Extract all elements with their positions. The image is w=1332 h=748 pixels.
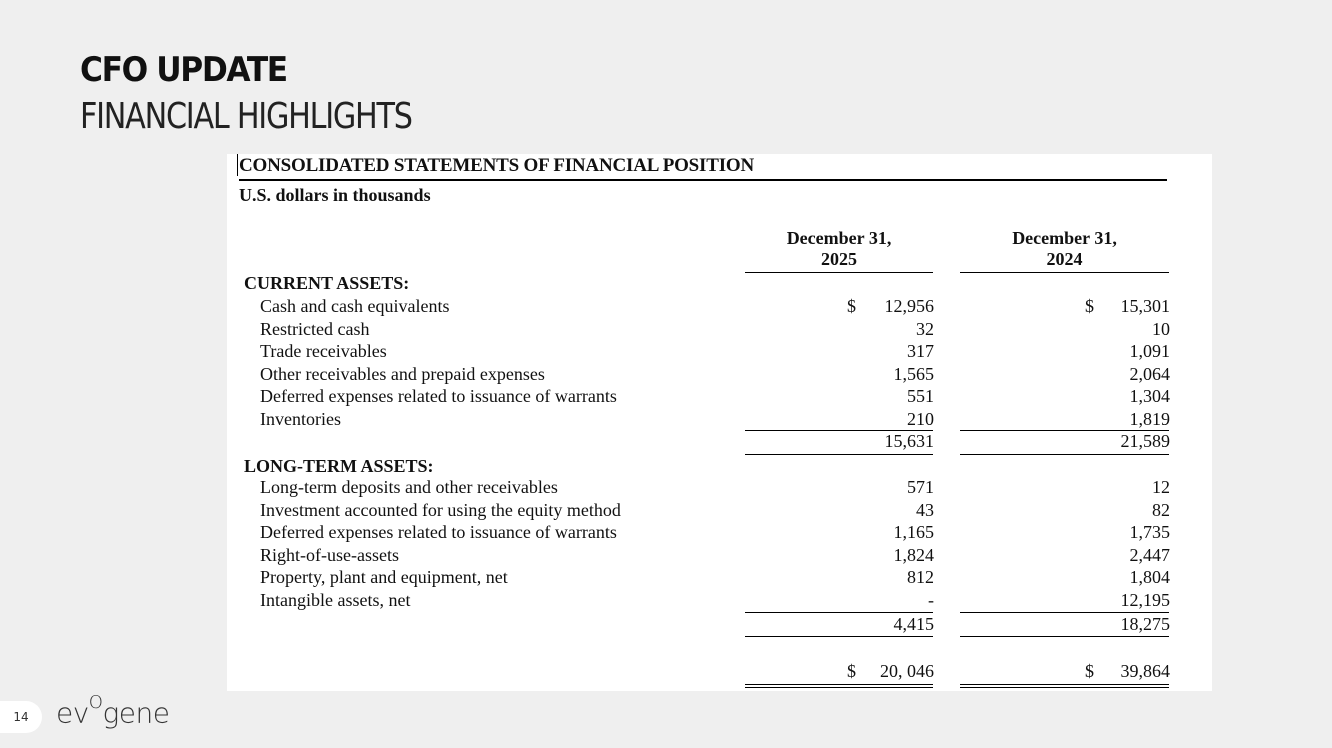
grand-total-double-rule-2025-b [745,687,933,688]
longterm-total-2025: 4,415 [893,614,934,634]
row-value-2025: 317 [907,341,934,361]
grand-total-double-rule-2025-a [745,684,933,685]
row-value-2024: 1,091 [1129,341,1170,361]
current-asset-row [227,364,1212,386]
row-label: Deferred expenses related to issuance of warrants [260,522,617,543]
row-value-2025: 43 [916,499,934,520]
row-label: Deferred expenses related to issuance of warrants [260,386,617,406]
row-value-2025: 1,165 [893,522,934,543]
row-value-2024: 1,819 [1129,408,1170,429]
row-value-2024: 2,447 [1129,544,1170,565]
row-value-2025: 551 [907,386,934,406]
row-label: Long-term deposits and other receivables [260,477,558,497]
long-term-asset-row [227,545,1212,567]
row-value-2025: 1,824 [893,544,934,565]
current-total-rule-2025 [745,454,933,455]
longterm-total-rule-2024 [960,636,1169,637]
row-value-2025: 1,565 [893,363,934,384]
current-asset-row [227,409,1212,431]
row-value-2024: 15,301 [1120,296,1170,316]
grand-total-row [227,661,1212,683]
column-header-2025-line2: 2025 [821,249,857,269]
heading-cursor-mark [237,154,238,176]
grand-total-2024: 39,864 [1120,661,1170,681]
row-currency-2025: $ [847,296,856,316]
grand-total-double-rule-2024-b [960,687,1169,688]
section-long-term-assets: LONG-TERM ASSETS: [244,456,434,476]
longterm-subtotal-rule-2025 [745,612,933,613]
logo-text-o: O [88,692,103,713]
row-label: Cash and cash equivalents [260,296,450,316]
row-currency-2024: $ [1085,296,1094,316]
column-header-2025 [745,228,933,273]
longterm-total-2024: 18,275 [1120,614,1170,634]
current-total-2024: 21,589 [1120,431,1170,451]
row-label: Property, plant and equipment, net [260,567,508,588]
page-title: CFO UPDATE [80,50,287,90]
grand-total-currency-2025: $ [847,661,856,681]
row-value-2025: 12,956 [884,296,934,316]
row-value-2024: 82 [1152,499,1170,520]
current-asset-row [227,319,1212,341]
longterm-subtotal-rule-2024 [960,612,1169,613]
long-term-total-row [227,614,1212,636]
row-value-2024: 1,304 [1129,386,1170,406]
row-value-2024: 12,195 [1120,590,1170,610]
current-total-2025: 15,631 [884,431,934,451]
row-value-2025: 32 [916,318,934,339]
grand-total-currency-2024: $ [1085,661,1094,681]
financial-statement [227,154,1212,691]
row-value-2024: 1,804 [1129,567,1170,588]
statement-units: U.S. dollars in thousands [239,185,431,205]
page-number: 14 [0,701,42,733]
row-value-2025: 812 [907,567,934,588]
evogene-logo [56,692,170,730]
long-term-asset-row [227,590,1212,612]
statement-heading: CONSOLIDATED STATEMENTS OF FINANCIAL POSITION [239,155,1167,181]
current-asset-row [227,296,1212,318]
row-value-2024: 10 [1152,318,1170,339]
current-asset-row [227,341,1212,363]
logo-text-start: ev [56,696,89,730]
long-term-asset-row [227,567,1212,589]
section-current-assets: CURRENT ASSETS: [244,273,410,293]
row-value-2024: 2,064 [1129,363,1170,384]
current-total-rule-2024 [960,454,1169,455]
grand-total-2025: 20, 046 [880,661,934,681]
long-term-asset-row [227,522,1212,544]
column-header-2024-line2: 2024 [1046,249,1083,269]
row-label: Inventories [260,408,341,429]
row-label: Right-of-use-assets [260,544,399,565]
row-label: Investment accounted for using the equity method [260,499,621,520]
current-assets-total-row [227,431,1212,453]
row-label: Intangible assets, net [260,590,411,610]
long-term-asset-row [227,500,1212,522]
page-subtitle: FINANCIAL HIGHLIGHTS [80,96,412,137]
current-asset-row [227,386,1212,408]
long-term-asset-row [227,477,1212,499]
row-value-2024: 1,735 [1129,522,1170,543]
column-header-2024-line1: December 31, [1012,228,1117,248]
column-header-2024 [960,228,1169,273]
row-label: Trade receivables [260,341,387,361]
row-value-2025: 571 [907,477,934,497]
row-value-2025: 210 [907,408,934,429]
column-header-2025-line1: December 31, [786,228,892,248]
row-value-2024: 12 [1152,477,1170,497]
longterm-total-rule-2025 [745,636,933,637]
row-label: Restricted cash [260,318,370,339]
row-value-2025: - [928,590,934,610]
grand-total-double-rule-2024-a [960,684,1169,685]
row-label: Other receivables and prepaid expenses [260,363,545,384]
logo-text-end: gene [102,696,170,730]
